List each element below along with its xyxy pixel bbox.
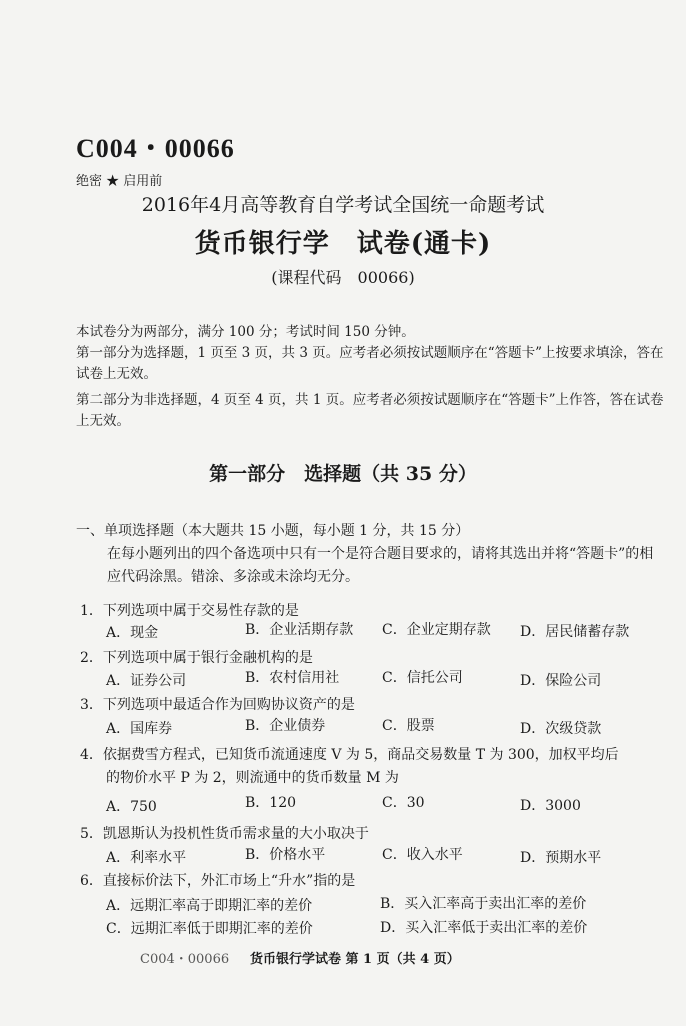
question-3-option-b: B．企业债券	[245, 718, 326, 734]
question-2-stem: 2．下列选项中属于银行金融机构的是	[80, 650, 313, 666]
footer-page-info: 货币银行学试卷 第 1 页（共 4 页）	[250, 952, 460, 967]
question-1-stem: 1．下列选项中属于交易性存款的是	[80, 603, 299, 619]
part-title: 第一部分 选择题（共 35 分）	[209, 463, 477, 485]
question-2-option-b: B．农村信用社	[245, 670, 340, 686]
question-1-option-b: B．企业活期存款	[245, 622, 354, 638]
question-3-option-a: A．国库券	[106, 721, 173, 737]
question-4-option-a: A．750	[106, 799, 157, 815]
question-1-option-d: D．居民储蓄存款	[520, 624, 630, 640]
paper-title: 货币银行学 试卷(通卡)	[194, 229, 492, 259]
question-5-option-d: D．预期水平	[520, 850, 602, 866]
question-4-stem: 4．依据费雪方程式，已知货币流通速度 V 为 5，商品交易数量 T 为 300，加权平均后	[80, 747, 619, 763]
question-5-option-a: A．利率水平	[106, 850, 187, 866]
instruction-line-3: 第二部分为非选择题，4 页至 4 页，共 1 页。应考者必须按试题顺序在“答题卡”上作答，答在试卷上无效。	[76, 392, 664, 429]
question-3-stem: 3．下列选项中最适合作为回购协议资产的是	[80, 697, 355, 713]
question-4-option-b: B．120	[245, 795, 297, 811]
question-1-option-c: C．企业定期存款	[382, 622, 491, 638]
question-5-option-b: B．价格水平	[245, 847, 326, 863]
question-6-option-d: D．买入汇率低于卖出汇率的差价	[380, 920, 588, 936]
question-6-option-a: A．远期汇率高于即期汇率的差价	[106, 898, 313, 914]
question-2-option-d: D．保险公司	[520, 673, 602, 689]
instruction-line-1: 本试卷分为两部分，满分 100 分；考试时间 150 分钟。	[76, 324, 415, 340]
paper-code: C004・00066	[76, 134, 235, 163]
question-4-option-d: D．3000	[520, 798, 581, 814]
section-note: 在每小题列出的四个备选项中只有一个是符合题目要求的，请将其选出并将“答题卡”的相应代码涂黑。错涂、多涂或未涂均无分。	[107, 546, 654, 585]
course-code: (课程代码 00066)	[271, 268, 415, 287]
question-5-stem: 5．凯恩斯认为投机性货币需求量的大小取决于	[80, 826, 369, 842]
secret-label: 绝密 ★ 启用前	[76, 174, 163, 189]
footer-code: C004・00066	[140, 952, 230, 967]
question-5-option-c: C．收入水平	[382, 847, 463, 863]
question-6-option-b: B．买入汇率高于卖出汇率的差价	[380, 896, 587, 912]
question-3-option-d: D．次级贷款	[520, 721, 602, 737]
question-4-option-c: C．30	[382, 795, 425, 811]
question-2-option-a: A．证券公司	[106, 673, 187, 689]
question-4-stem-continued: 的物价水平 P 为 2，则流通中的货币数量 M 为	[106, 770, 399, 786]
instruction-line-2: 第一部分为选择题，1 页至 3 页，共 3 页。应考者必须按试题顺序在“答题卡”上按要求填涂，答在试卷上无效。	[76, 345, 664, 382]
question-2-option-c: C．信托公司	[382, 670, 463, 686]
question-1-option-a: A．现金	[106, 625, 159, 641]
question-6-stem: 6．直接标价法下，外汇市场上“升水”指的是	[80, 873, 356, 889]
question-3-option-c: C．股票	[382, 718, 435, 734]
exam-title: 2016年4月高等教育自学考试全国统一命题考试	[141, 194, 545, 216]
section-heading: 一、单项选择题（本大题共 15 小题，每小题 1 分，共 15 分）	[76, 523, 470, 539]
question-6-option-c: C．远期汇率低于即期汇率的差价	[106, 921, 313, 937]
